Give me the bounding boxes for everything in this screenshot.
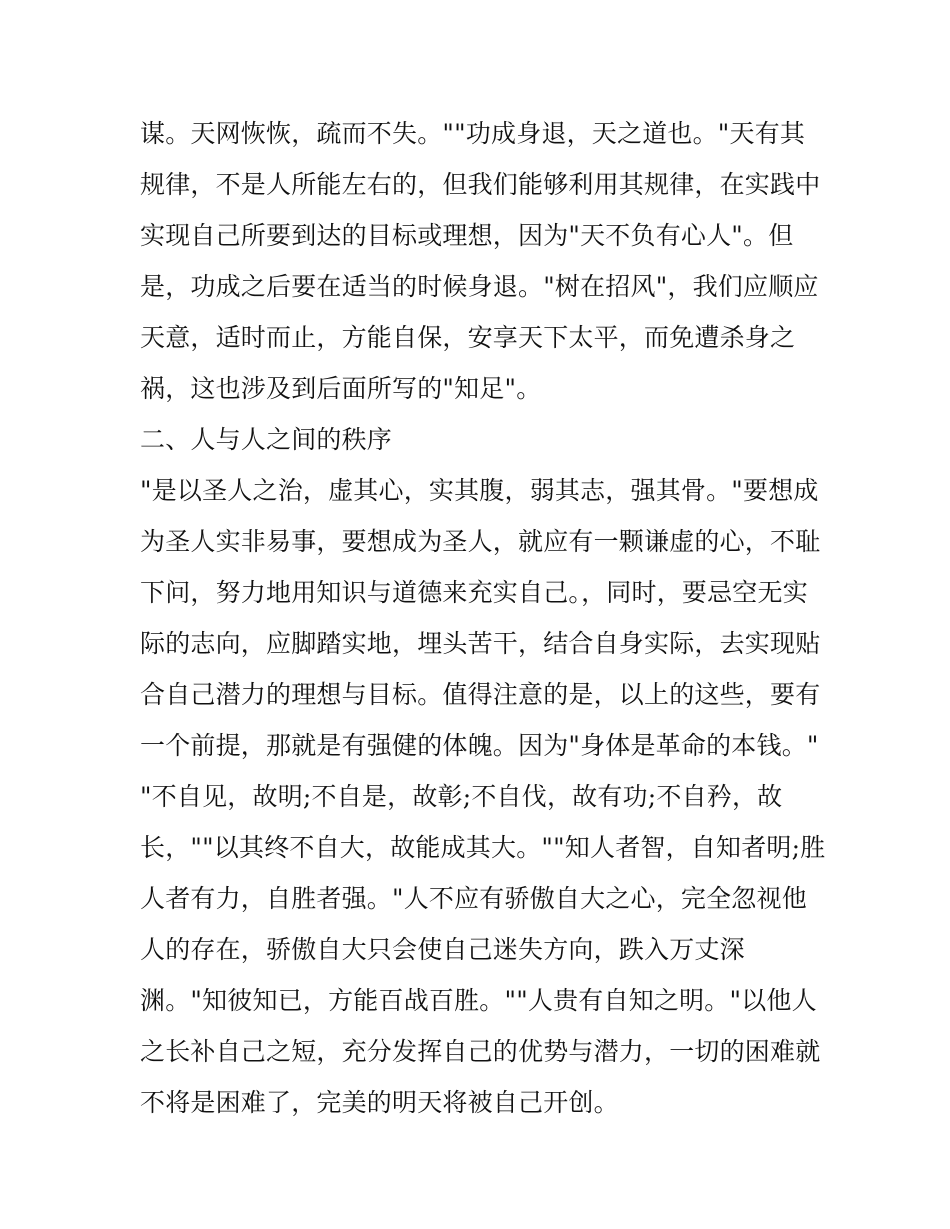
body-text <box>140 108 826 1128</box>
text-line: 规律，不是人所能左右的，但我们能够利用其规律，在实践中 <box>140 170 821 199</box>
text-line: 之长补自己之短，充分发挥自己的优势与潜力，一切的困难就 <box>140 1037 821 1066</box>
text-line: 一个前提，那就是有强健的体魄。因为"身体是革命的本钱。" <box>140 731 819 760</box>
text-line: 渊。"知彼知已，方能百战百胜。""人贵有自知之明。"以他人 <box>140 986 817 1015</box>
text-line: 祸，这也涉及到后面所写的"知足"。 <box>140 374 542 403</box>
text-line: 人的存在，骄傲自大只会使自己迷失方向，跌入万丈深 <box>140 935 745 964</box>
text-line: 实现自己所要到达的目标或理想，因为"天不负有心人"。但 <box>140 221 794 250</box>
text-line: "是以圣人之治，虚其心，实其腹，弱其志，强其骨。"要想成 <box>140 476 819 505</box>
text-line: "不自见，故明;不自是，故彰;不自伐，故有功;不自矜，故 <box>140 782 783 811</box>
text-line: 合自己潜力的理想与目标。值得注意的是，以上的这些，要有 <box>140 680 821 709</box>
text-line: 为圣人实非易事，要想成为圣人，就应有一颗谦虚的心，不耻 <box>140 527 821 556</box>
text-line: 天意，适时而止，方能自保，安享天下太平，而免遭杀身之 <box>140 323 796 352</box>
text-line: 下问，努力地用知识与道德来充实自己。，同时，要忌空无实 <box>140 578 808 607</box>
text-line: 际的志向，应脚踏实地，埋头苦干，结合自身实际，去实现贴 <box>140 629 821 658</box>
section-heading: 二、人与人之间的秩序 <box>140 425 393 454</box>
text-line: 不将是困难了，完美的明天将被自己开创。 <box>140 1088 619 1117</box>
text-line: 谋。天网恢恢，疏而不失。""功成身退，天之道也。"天有其 <box>140 119 806 148</box>
text-line: 长，""以其终不自大，故能成其大。""知人者智，自知者明;胜 <box>140 833 826 862</box>
text-line: 人者有力，自胜者强。"人不应有骄傲自大之心，完全忽视他 <box>140 884 807 913</box>
text-line: 是，功成之后要在适当的时候身退。"树在招风"，我们应顺应 <box>140 272 819 301</box>
